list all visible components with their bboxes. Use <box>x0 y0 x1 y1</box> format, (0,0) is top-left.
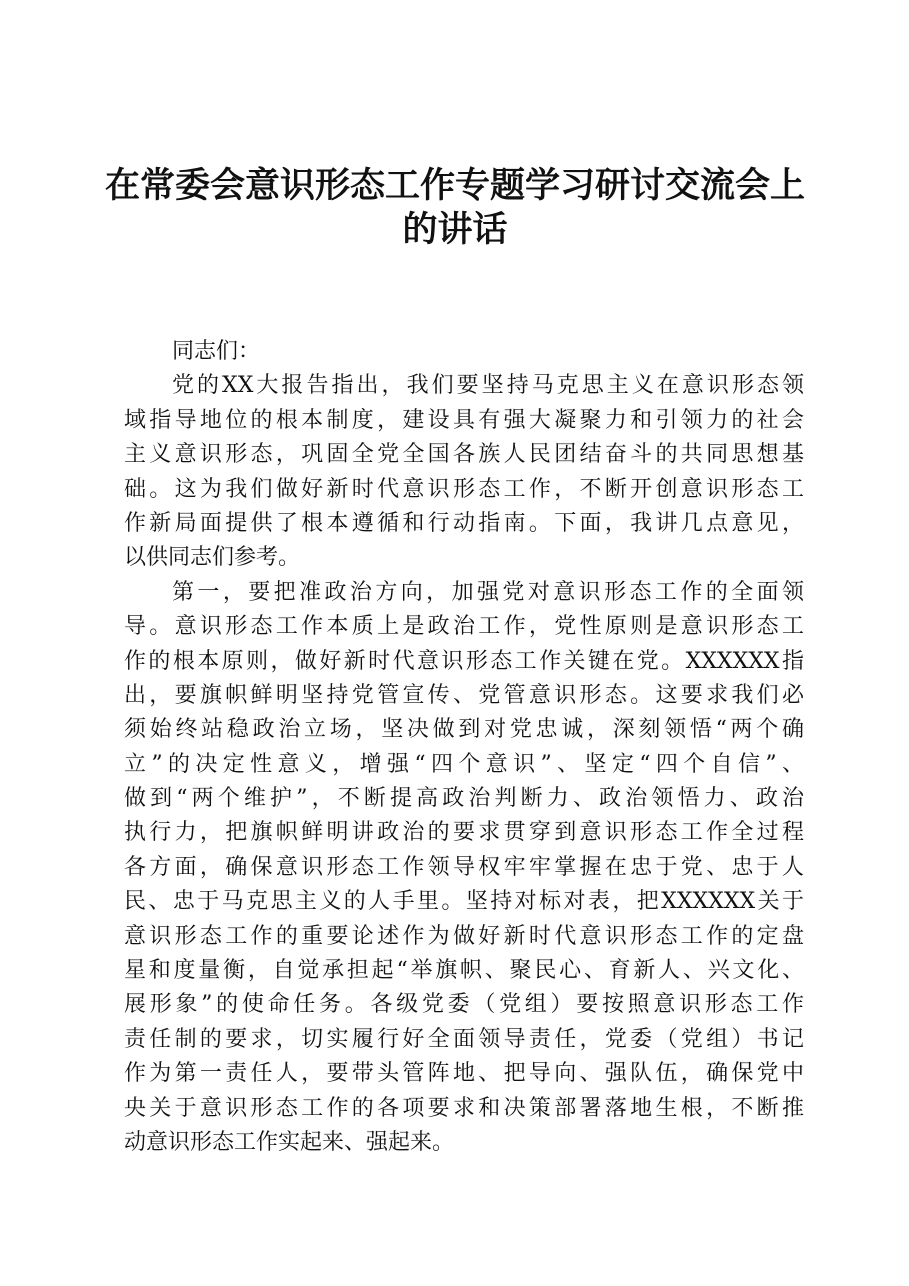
paragraph-line: 责任制的要求，切实履行好全面领导责任，党委（党组）书记 <box>124 1026 804 1052</box>
paragraph-2 <box>124 576 804 1161</box>
document-title-line-2: 的讲话 <box>402 209 508 250</box>
paragraph-line: 各方面，确保意识形态工作领导权牢牢掌握在忠于党、忠于人 <box>124 854 804 880</box>
paragraph-line: 星和度量衡，自觉承担起“举旗帜、聚民心、育新人、兴文化、 <box>124 958 804 984</box>
paragraph-line: 主义意识形态，巩固全党全国各族人民团结奋斗的共同思想基 <box>124 442 804 468</box>
paragraph-line: 第一，要把准政治方向，加强党对意识形态工作的全面领 <box>172 579 804 605</box>
paragraph-line: 作新局面提供了根本遵循和行动指南。下面，我讲几点意见， <box>124 510 804 536</box>
document-body <box>124 335 804 1160</box>
paragraph-line: 作的根本原则，做好新时代意识形态工作关键在党。XXXXXX指 <box>124 648 804 674</box>
paragraph-1 <box>124 369 804 575</box>
paragraph-line: 出，要旗帜鲜明坚持党管宣传、党管意识形态。这要求我们必 <box>124 682 804 708</box>
paragraph-line: 以供同志们参考。 <box>124 545 301 571</box>
paragraph-line: 导。意识形态工作本质上是政治工作，党性原则是意识形态工 <box>124 614 804 640</box>
paragraph-line: 须始终站稳政治立场，坚决做到对党忠诚，深刻领悟“两个确 <box>124 717 804 743</box>
document-title-line-1: 在常委会意识形态工作专题学习研讨交流会上 <box>104 165 805 206</box>
paragraph-line: 础。这为我们做好新时代意识形态工作，不断开创意识形态工 <box>124 476 804 502</box>
paragraph-line: 意识形态工作的重要论述作为做好新时代意识形态工作的定盘 <box>124 923 804 949</box>
paragraph-line: 作为第一责任人，要带头管阵地、把导向、强队伍，确保党中 <box>124 1061 804 1087</box>
paragraph-line: 央关于意识形态工作的各项要求和决策部署落地生根，不断推 <box>124 1095 804 1121</box>
paragraph-line: 展形象”的使命任务。各级党委（党组）要按照意识形态工作 <box>124 992 804 1018</box>
paragraph-line: 执行力，把旗帜鲜明讲政治的要求贯穿到意识形态工作全过程 <box>124 820 804 846</box>
paragraph-line: 立”的决定性意义，增强“四个意识”、坚定“四个自信”、 <box>124 751 804 777</box>
paragraph-line: 域指导地位的根本制度，建设具有强大凝聚力和引领力的社会 <box>124 407 804 433</box>
paragraph-line: 民、忠于马克思主义的人手里。坚持对标对表，把XXXXXX关于 <box>124 889 804 915</box>
greeting: 同志们： <box>172 339 261 364</box>
paragraph-line: 动意识形态工作实起来、强起来。 <box>124 1129 455 1155</box>
paragraph-line: 做到“两个维护”，不断提高政治判断力、政治领悟力、政治 <box>124 786 804 812</box>
paragraph-line: 党的XX大报告指出，我们要坚持马克思主义在意识形态领 <box>172 373 804 399</box>
